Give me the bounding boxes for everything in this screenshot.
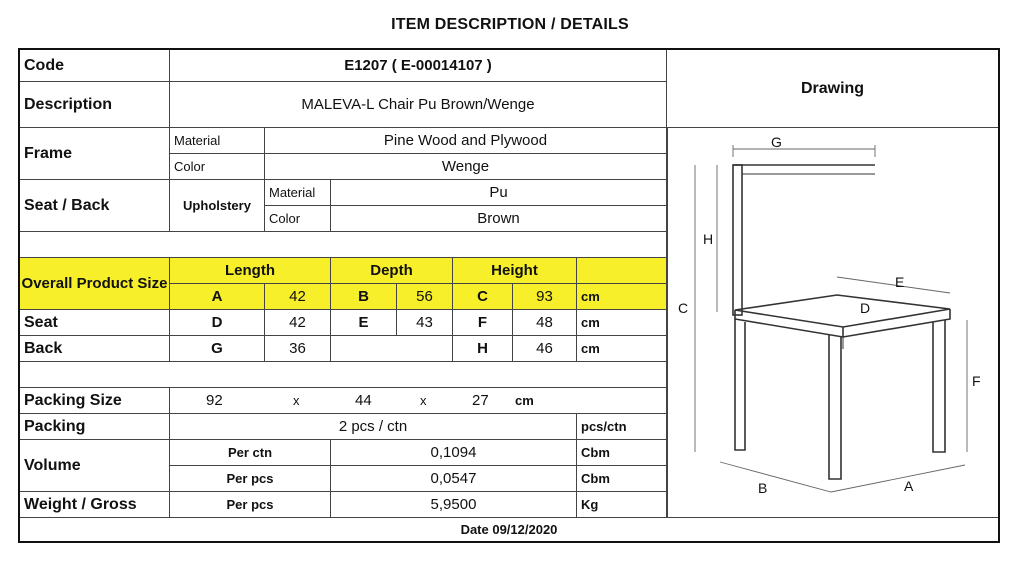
description-label: Description <box>20 82 170 128</box>
frame-color-value: Wenge <box>265 154 667 180</box>
spacer-row <box>20 232 667 258</box>
dim-d-value: 42 <box>265 310 331 336</box>
volume-label: Volume <box>20 440 170 492</box>
drawing-label-d: D <box>860 300 871 316</box>
dim-c-value: 93 <box>513 284 577 310</box>
packing-size-unit: cm <box>515 393 534 408</box>
spacer-row-2 <box>20 362 667 388</box>
dim-c-label: C <box>453 284 513 310</box>
packing-sep-2: x <box>420 393 427 408</box>
upholstery-label: Upholstery <box>170 180 265 232</box>
seat-label: Seat <box>20 310 170 336</box>
chair-drawing <box>665 127 998 517</box>
packing-size-row <box>170 388 667 414</box>
weight-value: 5,9500 <box>331 492 577 518</box>
dim-h-value: 46 <box>513 336 577 362</box>
seat-top <box>735 295 950 327</box>
dim-a-value: 42 <box>265 284 331 310</box>
date-row: Date 09/12/2020 <box>460 522 558 537</box>
drawing-label: Drawing <box>800 79 865 97</box>
dim-e-label: E <box>331 310 397 336</box>
drawing-label-e: E <box>895 274 905 290</box>
drawing-label-c: C <box>678 300 689 316</box>
upholstery-material-value: Pu <box>331 180 667 206</box>
upholstery-color-value: Brown <box>331 206 667 232</box>
overall-unit: cm <box>577 284 667 310</box>
drawing-label-a: A <box>904 478 914 494</box>
weight-per-label: Per pcs <box>170 492 331 518</box>
frame-color-label: Color <box>170 154 265 180</box>
seat-back-label: Seat / Back <box>20 180 170 232</box>
unit-header <box>577 258 667 284</box>
length-header: Length <box>170 258 331 284</box>
back-label: Back <box>20 336 170 362</box>
volume-per-ctn-value: 0,1094 <box>331 440 577 466</box>
height-header: Height <box>453 258 577 284</box>
dim-b-value: 56 <box>397 284 453 310</box>
packing-label: Packing <box>20 414 170 440</box>
packing-sep-1: x <box>293 393 300 408</box>
dim-f-value: 48 <box>513 310 577 336</box>
description-value: MALEVA-L Chair Pu Brown/Wenge <box>170 82 667 128</box>
frame-material-value: Pine Wood and Plywood <box>265 128 667 154</box>
packing-size-label: Packing Size <box>20 388 170 414</box>
leg-front-right <box>933 320 945 452</box>
dim-e-value: 43 <box>397 310 453 336</box>
frame-material-label: Material <box>170 128 265 154</box>
dim-a-label: A <box>170 284 265 310</box>
code-value: E1207 ( E-00014107 ) <box>170 50 667 82</box>
dim-d-label: D <box>170 310 265 336</box>
page-title: ITEM DESCRIPTION / DETAILS <box>391 16 629 33</box>
dim-f-label: F <box>453 310 513 336</box>
packing-z: 27 <box>472 392 489 409</box>
packing-unit: pcs/ctn <box>577 414 667 440</box>
packing-value: 2 pcs / ctn <box>170 414 577 440</box>
dim-g-label: G <box>170 336 265 362</box>
volume-per-ctn-label: Per ctn <box>170 440 331 466</box>
dim-b-label: B <box>331 284 397 310</box>
dim-g-value: 36 <box>265 336 331 362</box>
volume-per-pcs-unit: Cbm <box>577 466 667 492</box>
back-unit: cm <box>577 336 667 362</box>
leg-back-left <box>735 319 745 450</box>
overall-size-label: Overall Product Size <box>20 258 170 310</box>
depth-header: Depth <box>331 258 453 284</box>
volume-per-pcs-value: 0,0547 <box>331 466 577 492</box>
seat-unit: cm <box>577 310 667 336</box>
volume-per-ctn-unit: Cbm <box>577 440 667 466</box>
weight-unit: Kg <box>577 492 667 518</box>
dim-line-e <box>837 277 950 293</box>
drawing-label-h: H <box>703 231 714 247</box>
leg-front-left <box>829 334 841 479</box>
drawing-header <box>667 50 998 128</box>
dim-line-ba <box>720 462 965 492</box>
code-label: Code <box>20 50 170 82</box>
dim-h-label: H <box>453 336 513 362</box>
drawing-label-f: F <box>972 373 981 389</box>
backrest-left-post <box>733 165 742 315</box>
upholstery-material-label: Material <box>265 180 331 206</box>
weight-label: Weight / Gross <box>20 492 170 518</box>
packing-x: 92 <box>206 392 223 409</box>
volume-per-pcs-label: Per pcs <box>170 466 331 492</box>
back-empty <box>331 336 453 362</box>
frame-label: Frame <box>20 128 170 180</box>
packing-y: 44 <box>355 392 372 409</box>
drawing-label-g: G <box>771 134 782 150</box>
upholstery-color-label: Color <box>265 206 331 232</box>
drawing-label-b: B <box>758 480 768 496</box>
